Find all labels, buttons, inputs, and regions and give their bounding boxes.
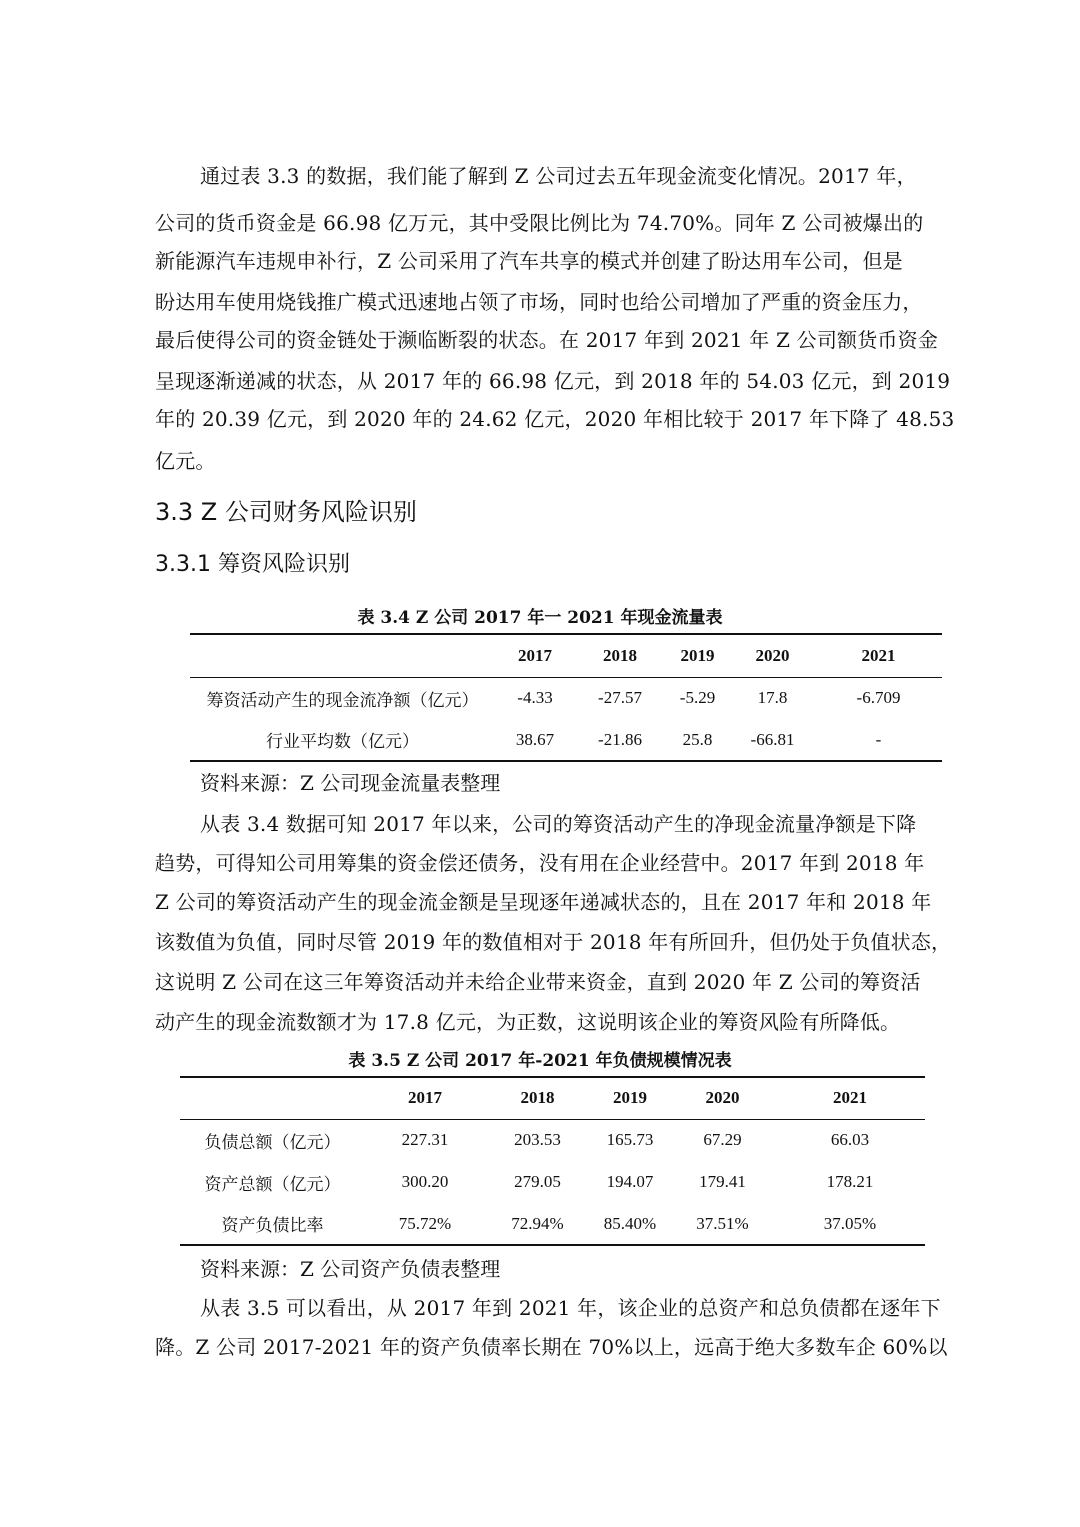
table-header-cell [180,1077,365,1119]
table-header-cell: 2018 [520,1088,555,1108]
table-cell: 37.05% [823,1213,877,1233]
table-row [180,1203,925,1245]
table-cell: 37.51% [696,1213,749,1233]
paragraph-line: 年的 20.39 亿元，到 2020 年的 24.62 亿元，2020 年相比较于 2017 年下降了 48.53 [155,407,955,431]
table-cell: 17.8 [757,688,788,708]
table-cell: 38.67 [515,729,555,749]
paragraph-line: 最后使得公司的资金链处于濒临断裂的状态。在 2017 年到 2021 年 Z 公司额货币资金 [155,328,939,352]
table-cell: 72.94% [511,1213,564,1233]
paragraph-line: 新能源汽车违规申补行，Z 公司采用了汽车共享的模式并创建了盼达用车公司，但是 [155,249,903,273]
table-header-cell: 2019 [613,1088,647,1108]
subsection-heading: 3.3.1 筹资风险识别 [155,552,350,577]
table-cell: - [875,729,882,749]
table-cell: 194.07 [606,1172,654,1191]
table-header-cell: 2019 [680,645,715,665]
paragraph-line: 该数值为负值，同时尽管 2019 年的数值相对于 2018 年有所回升，但仍处于负值状态， [155,930,952,954]
table-header-cell: 2021 [833,1088,867,1108]
table-cell: 75.72% [398,1213,452,1233]
table-cell: 25.8 [682,729,713,749]
paragraph-line: 这说明 Z 公司在这三年筹资活动并未给企业带来资金，直到 2020 年 Z 公司的筹资活 [155,970,921,994]
table-caption: 表 3.5 Z 公司 2017 年-2021 年负债规模情况表 [348,1051,732,1071]
table-cell: -27.57 [598,688,642,708]
paragraph-line: 降。Z 公司 2017-2021 年的资产负债率长期在 70%以上，远高于绝大多数车企 60%以 [155,1335,948,1359]
table-header-row [190,634,942,677]
table-header-cell [190,634,495,677]
paragraph-line: 趋势，可得知公司用筹集的资金偿还债务，没有用在企业经营中。2017 年到 2018 年 [155,851,925,875]
table-cell: 279.05 [514,1172,561,1191]
table-header-row [180,1077,925,1119]
table-cell: 179.41 [699,1172,746,1191]
table-cell: -66.81 [750,729,795,749]
table-cell: -5.29 [679,688,716,708]
table-cell: 178.21 [826,1172,874,1191]
row-label: 资产负债比率 [221,1216,324,1236]
paragraph-line: 亿元。 [155,449,216,473]
table-cell: 67.29 [703,1130,742,1150]
table-source-note: 资料来源：Z 公司资产负债表整理 [200,1257,501,1281]
table-row [190,677,942,719]
paragraph-line: 动产生的现金流数额才为 17.8 亿元，为正数，这说明该企业的筹资风险有所降低。 [155,1010,901,1034]
table-cell: -4.33 [517,688,553,708]
paragraph-line: 从表 3.4 数据可知 2017 年以来，公司的筹资活动产生的净现金流量净额是下降 [200,812,917,836]
table-header-cell: 2020 [755,645,790,665]
cash-flow-table [190,633,942,762]
row-label: 资产总额（亿元） [204,1174,341,1195]
table-row [180,1119,925,1161]
paragraph-line: Z 公司的筹资活动产生的现金流金额是呈现逐年递减状态的，且在 2017 年和 2018 年 [155,890,932,914]
table-cell: 203.53 [514,1130,561,1150]
table-header-cell: 2021 [861,645,896,665]
row-label: 筹资活动产生的现金流净额（亿元） [206,690,479,711]
table-header-cell: 2017 [518,645,552,665]
paragraph-line: 从表 3.5 可以看出，从 2017 年到 2021 年，该企业的总资产和总负债都在逐年下 [200,1296,941,1320]
table-cell: -21.86 [598,729,642,749]
table-header-cell: 2020 [705,1088,740,1108]
row-label: 行业平均数（亿元） [266,732,419,752]
section-heading: 3.3 Z 公司财务风险识别 [155,498,417,526]
paragraph-line: 呈现逐渐递减的状态，从 2017 年的 66.98 亿元，到 2018 年的 54.03 亿元，到 2019 [155,369,951,393]
paragraph-line: 盼达用车使用烧钱推广模式迅速地占领了市场，同时也给公司增加了严重的资金压力， [155,290,923,314]
table-cell: 165.73 [606,1130,654,1150]
table-header-cell: 2018 [603,645,637,665]
table-source-note: 资料来源：Z 公司现金流量表整理 [200,771,501,795]
paragraph-line: 公司的货币资金是 66.98 亿万元，其中受限比例比为 74.70%。同年 Z 公司被爆出的 [155,211,924,235]
liability-table [180,1076,925,1246]
table-row [190,719,942,761]
table-cell: 85.40% [603,1213,657,1233]
table-row [180,1161,925,1203]
table-header-cell: 2017 [408,1088,442,1108]
paragraph-line: 通过表 3.3 的数据，我们能了解到 Z 公司过去五年现金流变化情况。2017 年， [200,164,917,188]
row-label: 负债总额（亿元） [204,1132,341,1153]
table-cell: 227.31 [401,1130,449,1150]
table-cell: 300.20 [401,1172,449,1191]
table-cell: 66.03 [830,1130,870,1150]
table-cell: -6.709 [856,688,901,708]
table-caption: 表 3.4 Z 公司 2017 年一 2021 年现金流量表 [357,608,723,628]
